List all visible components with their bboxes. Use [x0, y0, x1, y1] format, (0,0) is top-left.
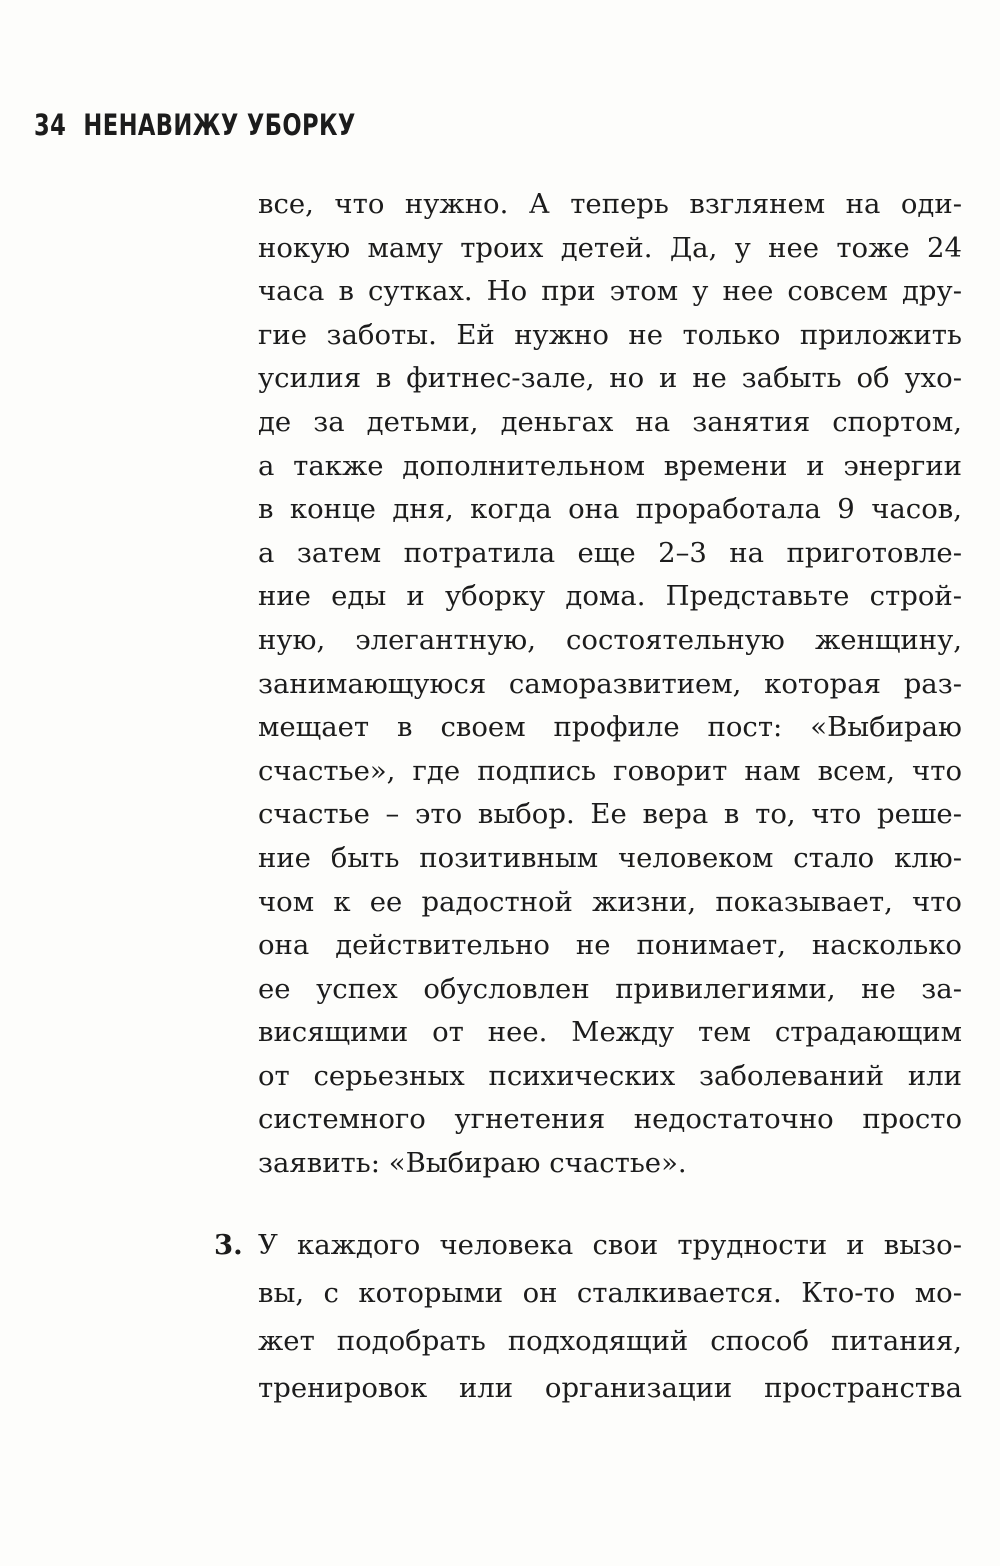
text-line: У каждого человека свои трудности и вызо-: [258, 1229, 962, 1261]
list-marker: 3.: [214, 1229, 243, 1261]
text-line: от серьезных психических заболеваний или: [258, 1059, 962, 1092]
text-line: все, что нужно. А теперь взглянем на оди-: [258, 188, 962, 220]
text-line: вы, с которыми он сталкивается. Кто-то мо-: [258, 1276, 962, 1309]
text-line: нокую маму троих детей. Да, у нее тоже 24: [258, 231, 962, 264]
book-title: НЕНАВИЖУ УБОРКУ: [83, 108, 356, 142]
text-line: чом к ее радостной жизни, показывает, что: [258, 885, 962, 918]
text-line: счастье – это выбор. Ее вера в то, что реше-: [258, 798, 962, 831]
text-line: а затем потратила еще 2–3 на приготовле-: [258, 536, 962, 569]
text-line: усилия в фитнес-зале, но и не забыть об ухо-: [258, 362, 962, 395]
text-line: заявить: «Выбираю счастье».: [258, 1147, 687, 1180]
text-line: ние еды и уборку дома. Представьте строй-: [258, 580, 962, 613]
running-header: [34, 108, 356, 142]
text-line: в конце дня, когда она проработала 9 часов,: [258, 493, 962, 526]
text-line: тренировок или организации пространства: [258, 1372, 962, 1405]
paragraph-1: [258, 183, 962, 1186]
text-line: ние быть позитивным человеком стало клю-: [258, 841, 962, 874]
text-line: системного угнетения недостаточно просто: [258, 1103, 962, 1136]
text-line: висящими от нее. Между тем страдающим: [258, 1016, 962, 1049]
text-line: ную, элегантную, состоятельную женщину,: [258, 623, 962, 656]
text-line: а также дополнительном времени и энергии: [258, 449, 962, 482]
text-line: счастье», где подпись говорит нам всем, что: [258, 754, 962, 787]
text-line: гие заботы. Ей нужно не только приложить: [258, 318, 962, 351]
text-line: часа в сутках. Но при этом у нее совсем дру-: [258, 275, 962, 308]
list-item-3: [258, 1222, 962, 1413]
text-line: она действительно не понимает, насколько: [258, 929, 962, 962]
page-number: 34: [34, 108, 67, 142]
text-line: де за детьми, деньгах на занятия спортом,: [258, 405, 962, 438]
text-line: ее успех обусловлен привилегиями, не за-: [258, 972, 962, 1005]
text-line: занимающуюся саморазвитием, которая раз-: [258, 667, 962, 700]
text-line: мещает в своем профиле пост: «Выбираю: [258, 711, 962, 744]
text-line: жет подобрать подходящий способ питания,: [258, 1324, 962, 1357]
